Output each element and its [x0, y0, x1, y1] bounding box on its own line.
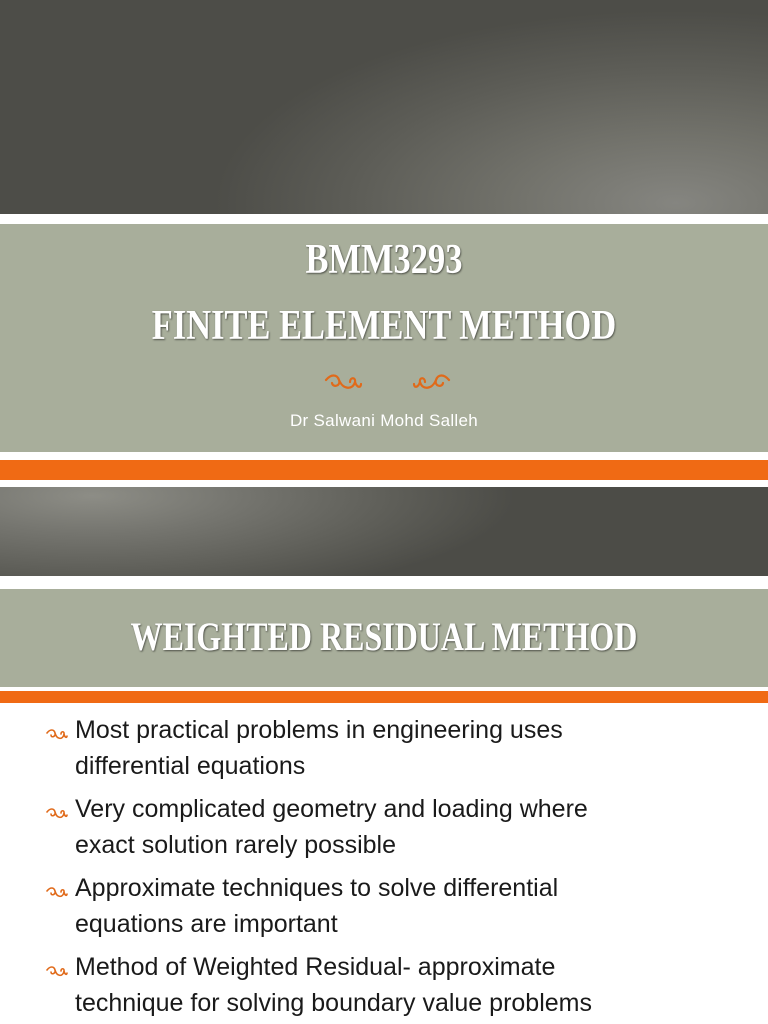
bullet-text [75, 870, 715, 942]
curl-bullet-icon [46, 886, 68, 900]
curl-bullet-icon [46, 728, 68, 742]
scroll-ornament-left-icon [323, 372, 363, 398]
bullet-line: Very complicated geometry and loading where [75, 795, 588, 823]
curl-bullet-icon [46, 807, 68, 821]
section-heading: WEIGHTED RESIDUAL METHOD [130, 614, 638, 659]
bullet-line: Method of Weighted Residual- approximate [75, 953, 556, 981]
bullet-text [75, 791, 715, 863]
bullet-line: exact solution rarely possible [75, 831, 396, 859]
bullet-line: Most practical problems in engineering uses [75, 716, 563, 744]
bullet-line: equations are important [75, 910, 338, 938]
course-name-title: FINITE ELEMENT METHOD [151, 303, 617, 349]
orange-divider-bar [0, 460, 768, 480]
curl-bullet-icon [46, 965, 68, 979]
orange-underline-bar [0, 691, 768, 703]
ornament-row [0, 372, 768, 402]
middle-dark-band [0, 487, 768, 576]
bullet-text [75, 949, 715, 1021]
course-code-title: BMM3293 [305, 237, 463, 283]
bullet-line: Approximate techniques to solve differential [75, 874, 559, 902]
bullet-text [75, 712, 715, 784]
top-dark-band [0, 0, 768, 214]
title-band [0, 224, 768, 452]
author-name: Dr Salwani Mohd Salleh [289, 411, 479, 430]
bullet-line: technique for solving boundary value problems [75, 989, 592, 1017]
section-heading-band [0, 589, 768, 687]
scroll-ornament-right-icon [412, 372, 452, 398]
bullet-line: differential equations [75, 752, 306, 780]
